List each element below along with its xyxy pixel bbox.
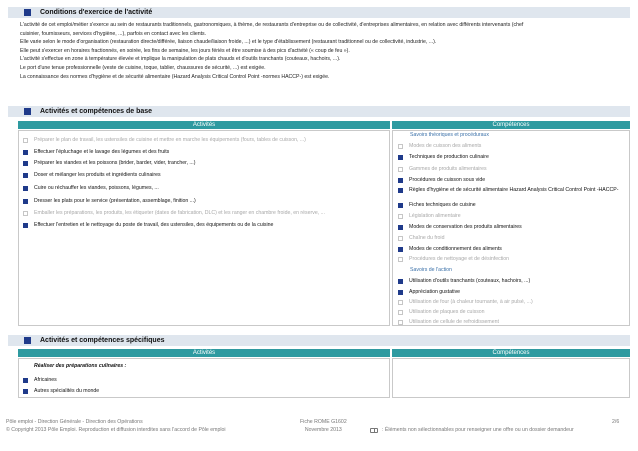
book-icon <box>370 428 378 433</box>
conditions-section-header <box>8 7 630 18</box>
footer-left <box>6 418 226 434</box>
section-square-icon <box>24 337 31 344</box>
specifique-item[interactable]: Africaines <box>23 377 385 383</box>
unselectable-book-icon <box>398 167 403 172</box>
checked-square-icon <box>23 199 28 204</box>
conditions-line: L'activité de cet emploi/métier s'exerce au sein de restaurants traditionnels, gastronomiques, à thème, de restaurants d'entreprise ou de collectivité, d'entreprises alimentaires, en relation avec différents intervenants (chef <box>20 22 524 28</box>
competence-item[interactable]: Utilisation de cellule de refroidissement <box>398 319 626 325</box>
unselectable-book-icon <box>398 257 403 262</box>
activite-item[interactable]: Préparer le plan de travail, les ustensiles de cuisine et mettre en marche les équipements (fours, tables de cuisson, ...) <box>23 137 385 143</box>
specifiques-section-header <box>8 335 630 346</box>
checked-square-icon <box>23 389 28 394</box>
base-section-header <box>8 106 630 117</box>
activite-item[interactable]: Effectuer l'entretien et le nettoyage du poste de travail, des ustensiles, des équipements ou de la cuisine <box>23 222 385 228</box>
conditions-line: L'activité s'effectue en zone à température élevée et implique la manipulation de plats chauds et d'outils tranchants (couteaux, hachoirs, ...). <box>20 56 341 63</box>
competence-item[interactable]: Utilisation de plaques de cuisson <box>398 309 626 315</box>
competence-item[interactable]: Utilisation de four (à chaleur tournante, à air pulsé, ...) <box>398 299 626 305</box>
competence-item[interactable]: Techniques de production culinaire <box>398 154 626 160</box>
specifiques-group-label: Réaliser des préparations culinaires : <box>34 363 127 369</box>
specifiques-title: Activités et compétences spécifiques <box>40 337 165 344</box>
competence-item[interactable]: Procédures de nettoyage et de désinfection <box>398 256 626 262</box>
section-square-icon <box>24 9 31 16</box>
competence-item[interactable]: Fiches techniques de cuisine <box>398 202 626 208</box>
checked-square-icon <box>398 279 403 284</box>
checked-square-icon <box>23 223 28 228</box>
conditions-line: Elle varie selon le mode d'organisation (restauration directe/différée, liaison chaude/liaison froide, ...) et le type d'établissement (restaurant traditionnel ou de collectivité, industrie, ...). <box>20 39 437 46</box>
section-square-icon <box>24 108 31 115</box>
book-spine <box>374 429 375 432</box>
activite-item[interactable]: Doser et mélanger les produits et ingrédients culinaires <box>23 172 385 178</box>
conditions-text <box>20 21 624 81</box>
conditions-title: Conditions d'exercice de l'activité <box>40 9 153 16</box>
footer-left-line2: © Copyright 2013 Pôle Emploi. Reproduction et diffusion interdites sans l'accord de Pôle emploi <box>6 427 226 433</box>
footer-center <box>300 418 347 434</box>
savoirs-theoriques-heading: Savoirs théoriques et procéduraux <box>410 132 490 138</box>
specifique-item[interactable]: Autres spécialités du monde <box>23 388 385 394</box>
specifiques-activites-header: Activités <box>18 349 390 357</box>
activite-item[interactable]: Cuire ou réchauffer les viandes, poissons, légumes, ... <box>23 185 385 191</box>
competence-item[interactable]: Législation alimentaire <box>398 213 626 219</box>
base-competences-header: Compétences <box>392 121 630 129</box>
conditions-line: La connaissance des normes d'hygiène et de sécurité alimentaire (Hazard Analysis Critical Control Point -normes HACCP-) est exigée. <box>20 73 330 80</box>
specifiques-competences-box <box>392 358 630 398</box>
competence-item[interactable]: Gammes de produits alimentaires <box>398 166 626 172</box>
checked-square-icon <box>398 188 403 193</box>
competence-item[interactable]: Modes de cuisson des aliments <box>398 143 626 149</box>
unselectable-book-icon <box>398 144 403 149</box>
conditions-line: cuisinier, fournisseurs, services d'hygiène, ...), parfois en contact avec les clients. <box>20 30 207 37</box>
footer-left-line1: Pôle emploi - Direction Générale - Direction des Opérations <box>6 419 143 425</box>
checked-square-icon <box>398 225 403 230</box>
activite-item[interactable]: Emballer les préparations, les produits, les étiqueter (dates de fabrication, DLC) et les ranger en chambre froide, en réserve, ... <box>23 210 385 216</box>
checked-square-icon <box>398 203 403 208</box>
base-title: Activités et compétences de base <box>40 108 153 115</box>
footer-center-line2: Novembre 2013 <box>304 427 342 433</box>
activite-item[interactable]: Dresser les plats pour le service (présentation, assemblage, finition ...) <box>23 198 385 204</box>
unselectable-book-icon <box>23 211 28 216</box>
checked-square-icon <box>23 161 28 166</box>
footer-legend-text: : Éléments non sélectionnables pour renseigner une offre ou un dossier demandeur <box>382 427 574 433</box>
checked-square-icon <box>23 150 28 155</box>
competence-item[interactable]: Règles d'hygiène et de sécurité alimentaire Hazard Analysis Critical Control Point -HACCP- <box>398 187 626 193</box>
specifiques-competences-header: Compétences <box>392 349 630 357</box>
footer-legend <box>370 426 574 434</box>
competence-item[interactable]: Procédures de cuisson sous vide <box>398 177 626 183</box>
unselectable-book-icon <box>398 214 403 219</box>
competence-item[interactable]: Modes de conservation des produits alimentaires <box>398 224 626 230</box>
checked-square-icon <box>398 290 403 295</box>
conditions-line: Elle peut s'exercer en horaires fractionnés, en soirée, les fins de semaine, les jours fériés et être soumise à des pics d'activité (« coup de feu »). <box>20 47 350 54</box>
checked-square-icon <box>23 186 28 191</box>
checked-square-icon <box>398 155 403 160</box>
unselectable-book-icon <box>398 320 403 325</box>
footer-page-number: 2/6 <box>612 419 620 425</box>
checked-square-icon <box>398 247 403 252</box>
competence-item[interactable]: Chaîne du froid <box>398 235 626 241</box>
footer-center-line1: Fiche ROME G1602 <box>300 419 347 425</box>
checked-square-icon <box>398 178 403 183</box>
unselectable-book-icon <box>23 138 28 143</box>
savoirs-action-heading: Savoirs de l'action <box>410 267 452 273</box>
checked-square-icon <box>23 378 28 383</box>
activite-item[interactable]: Effectuer l'épluchage et le lavage des légumes et des fruits <box>23 149 385 155</box>
activite-item[interactable]: Préparer les viandes et les poissons (brider, barder, vider, trancher, ...) <box>23 160 385 166</box>
unselectable-book-icon <box>398 300 403 305</box>
conditions-line: Le port d'une tenue professionnelle (veste de cuisine, toque, tablier, chaussures de sécurité, ...) est exigée. <box>20 64 266 71</box>
base-activites-header: Activités <box>18 121 390 129</box>
checked-square-icon <box>23 173 28 178</box>
competence-item[interactable]: Utilisation d'outils tranchants (couteaux, hachoirs, ...) <box>398 278 626 284</box>
unselectable-book-icon <box>398 236 403 241</box>
competence-item[interactable]: Appréciation gustative <box>398 289 626 295</box>
unselectable-book-icon <box>398 310 403 315</box>
competence-item[interactable]: Modes de conditionnement des aliments <box>398 246 626 252</box>
